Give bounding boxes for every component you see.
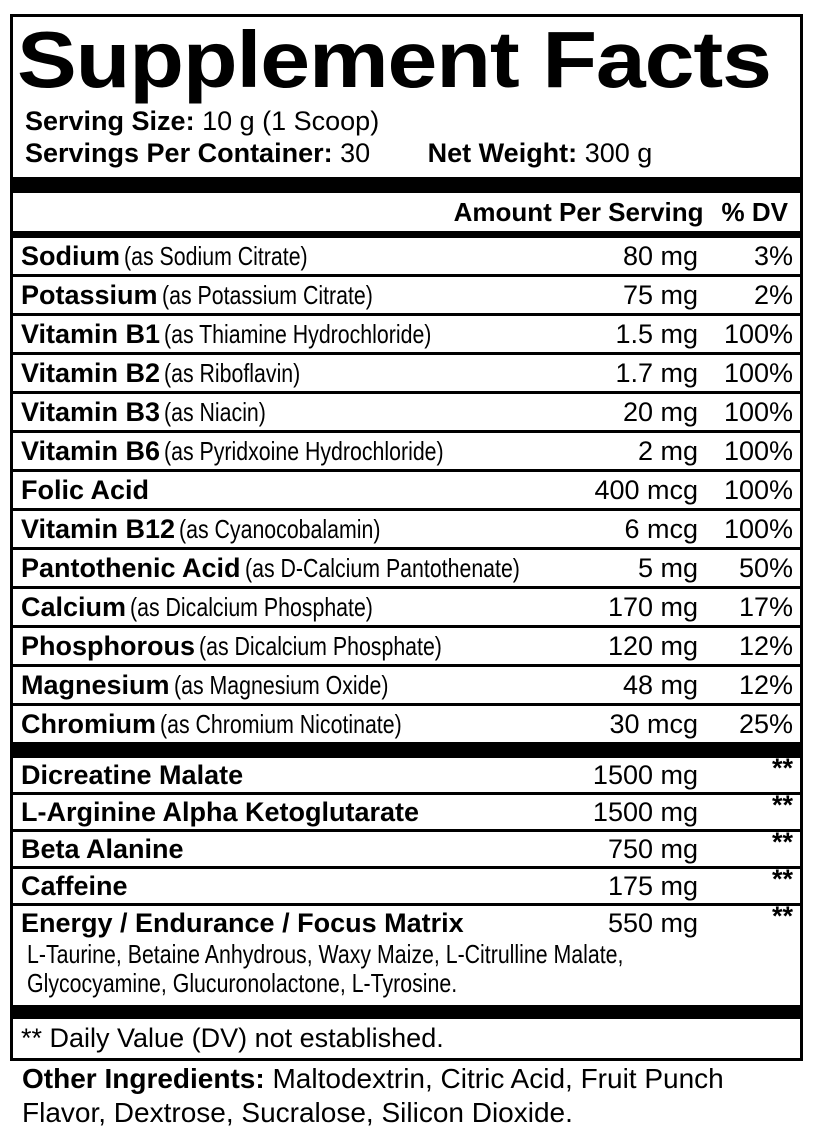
percent-dv-header: % DV xyxy=(721,196,788,227)
nutrient-source: (as Pyridxoine Hydrochloride) xyxy=(164,435,444,466)
serving-size-line xyxy=(25,105,800,137)
blend-ingredient-name-cell xyxy=(13,908,548,939)
servings-net-weight-line xyxy=(25,137,800,169)
nutrient-amount: 80 mg xyxy=(622,240,698,271)
nutrient-name: Vitamin B3 xyxy=(21,396,161,427)
nutrient-name-cell xyxy=(13,631,548,662)
nutrient-row-line xyxy=(13,433,800,469)
nutrient-name-cell xyxy=(13,241,548,272)
nutrient-amount: 6 mcg xyxy=(624,513,698,544)
blend-row xyxy=(13,900,800,1005)
nutrient-source: (as Cyanocobalamin) xyxy=(179,513,381,544)
nutrient-percent-dv: 100% xyxy=(723,435,793,466)
nutrient-name: Phosphorous xyxy=(21,630,195,661)
nutrient-source: (as Dicalcium Phosphate) xyxy=(199,630,442,661)
nutrient-source: (as Sodium Citrate) xyxy=(124,240,308,271)
nutrient-row xyxy=(13,703,800,742)
nutrient-name: Magnesium xyxy=(21,669,170,700)
nutrient-name-cell xyxy=(13,553,548,584)
supplement-facts-panel xyxy=(10,14,803,1061)
nutrient-row-line xyxy=(13,628,800,664)
blend-row xyxy=(13,826,800,866)
nutrient-percent-dv: 100% xyxy=(723,513,793,544)
nutrient-row xyxy=(13,274,800,313)
nutrient-name-cell xyxy=(13,670,548,701)
nutrient-amount: 2 mg xyxy=(637,435,698,466)
nutrient-name: Vitamin B6 xyxy=(21,435,161,466)
nutrient-name-cell xyxy=(13,397,548,428)
blend-ingredient-amount: 1500 mg xyxy=(592,759,698,790)
blend-ingredient-name-cell xyxy=(13,760,548,791)
nutrient-percent-dv: 50% xyxy=(738,552,793,583)
nutrient-percent-dv: 100% xyxy=(723,396,793,427)
nutrient-name-cell xyxy=(13,319,548,350)
nutrient-row xyxy=(13,625,800,664)
nutrient-percent-dv: 100% xyxy=(723,357,793,388)
blend-ingredient-percent-dv: ** xyxy=(771,789,793,820)
nutrient-amount: 1.5 mg xyxy=(615,318,698,349)
blend-ingredient-name: Beta Alanine xyxy=(21,833,184,864)
nutrient-percent-dv: 100% xyxy=(723,474,793,505)
nutrient-percent-dv: 12% xyxy=(738,669,793,700)
divider-bar-section xyxy=(13,742,800,758)
blend-ingredient-name: L-Arginine Alpha Ketoglutarate xyxy=(21,796,420,827)
nutrient-name: Folic Acid xyxy=(21,474,150,505)
nutrient-row xyxy=(13,391,800,430)
nutrient-name-cell xyxy=(13,709,548,740)
blend-ingredient-amount: 550 mg xyxy=(607,907,698,938)
other-ingredients-value: Maltodextrin, Citric Acid, Fruit Punch Flavor, Dextrose, Sucralose, Silicon Dioxide. xyxy=(22,1063,724,1128)
blend-sub-ingredients: L-Taurine, Betaine Anhydrous, Waxy Maize, L-Citrulline Malate, Glycocyamine, Glucuronolactone, L-Tyrosine. xyxy=(27,939,624,998)
nutrient-row xyxy=(13,238,800,274)
blend-ingredient-amount: 1500 mg xyxy=(592,796,698,827)
blend-row-line xyxy=(13,789,800,829)
dv-footnote: ** Daily Value (DV) not established. xyxy=(21,1023,444,1053)
blend-row xyxy=(13,752,800,792)
nutrient-percent-dv: 3% xyxy=(753,240,793,271)
servings-per-container-label: Servings Per Container: xyxy=(25,138,333,168)
nutrient-row-line xyxy=(13,667,800,703)
blend-ingredient-name: Energy / Endurance / Focus Matrix xyxy=(21,907,464,938)
nutrient-percent-dv: 17% xyxy=(738,591,793,622)
nutrient-row xyxy=(13,586,800,625)
other-ingredients xyxy=(22,1062,784,1130)
nutrient-source: (as D-Calcium Pantothenate) xyxy=(244,552,520,583)
nutrient-source: (as Chromium Nicotinate) xyxy=(160,708,402,739)
nutrient-row-line xyxy=(13,316,800,352)
nutrient-row xyxy=(13,664,800,703)
nutrient-percent-dv: 2% xyxy=(753,279,793,310)
amount-per-serving-header: Amount Per Serving xyxy=(453,196,704,227)
blend-row-line xyxy=(13,826,800,866)
nutrient-amount: 400 mcg xyxy=(594,474,698,505)
nutrient-amount: 75 mg xyxy=(622,279,698,310)
nutrient-source: (as Dicalcium Phosphate) xyxy=(130,591,373,622)
blend-ingredient-amount: 750 mg xyxy=(607,833,698,864)
nutrient-source: (as Riboflavin) xyxy=(164,357,301,388)
blend-ingredient-percent-dv: ** xyxy=(771,752,793,783)
nutrient-row xyxy=(13,547,800,586)
nutrient-row-line xyxy=(13,238,800,274)
divider-bar-top xyxy=(13,177,800,193)
blend-ingredient-percent-dv: ** xyxy=(771,826,793,857)
blend-row-line xyxy=(13,863,800,903)
nutrient-row-line xyxy=(13,706,800,742)
blend-row-line xyxy=(13,900,800,940)
column-header xyxy=(13,193,800,231)
nutrient-row xyxy=(13,430,800,469)
blend-ingredient-percent-dv: ** xyxy=(771,863,793,894)
nutrient-name-cell xyxy=(13,436,548,467)
nutrient-amount: 5 mg xyxy=(637,552,698,583)
divider-bar-under-header xyxy=(13,231,800,238)
blend-ingredient-amount: 175 mg xyxy=(607,870,698,901)
nutrient-row-line xyxy=(13,355,800,391)
nutrient-name: Sodium xyxy=(21,240,120,271)
nutrient-row-line xyxy=(13,511,800,547)
nutrient-row xyxy=(13,313,800,352)
blend-ingredient-name-cell xyxy=(13,797,548,828)
nutrient-row xyxy=(13,469,800,508)
nutrient-amount: 120 mg xyxy=(607,630,698,661)
other-ingredients-label: Other Ingredients: xyxy=(22,1063,265,1094)
blend-ingredient-name: Caffeine xyxy=(21,870,128,901)
nutrient-name-cell xyxy=(13,358,548,389)
nutrient-source: (as Thiamine Hydrochloride) xyxy=(164,318,432,349)
serving-info xyxy=(25,105,800,169)
net-weight-label: Net Weight: xyxy=(427,138,578,168)
nutrient-source: (as Potassium Citrate) xyxy=(161,279,373,310)
nutrient-percent-dv: 25% xyxy=(738,708,793,739)
blend-row xyxy=(13,863,800,903)
blend-ingredient-name-cell xyxy=(13,834,548,865)
nutrient-name: Calcium xyxy=(21,591,127,622)
blend-row xyxy=(13,789,800,829)
nutrient-row-line xyxy=(13,277,800,313)
nutrient-name: Vitamin B2 xyxy=(21,357,161,388)
blend-row-line xyxy=(13,752,800,792)
nutrient-row xyxy=(13,352,800,391)
blend-rows xyxy=(13,752,800,1005)
blend-ingredient-name-cell xyxy=(13,871,548,902)
nutrient-rows xyxy=(13,238,800,742)
servings-per-container-value: 30 xyxy=(340,138,371,168)
nutrient-name: Vitamin B12 xyxy=(21,513,176,544)
serving-size-value: 10 g (1 Scoop) xyxy=(202,106,380,136)
nutrient-row-line xyxy=(13,589,800,625)
serving-size-label: Serving Size: xyxy=(25,106,195,136)
blend-ingredient-name: Dicreatine Malate xyxy=(21,759,244,790)
supplement-facts-title: Supplement Facts xyxy=(17,15,771,104)
nutrient-name-cell xyxy=(13,280,548,311)
nutrient-name: Pantothenic Acid xyxy=(21,552,241,583)
nutrient-row xyxy=(13,508,800,547)
blend-sub-ingredients-wrap xyxy=(13,940,800,1005)
nutrient-row-line xyxy=(13,394,800,430)
nutrient-name-cell xyxy=(13,475,548,506)
nutrient-source: (as Niacin) xyxy=(164,396,266,427)
nutrient-amount: 48 mg xyxy=(622,669,698,700)
nutrient-name-cell xyxy=(13,592,548,623)
nutrient-amount: 30 mcg xyxy=(609,708,698,739)
nutrient-percent-dv: 12% xyxy=(738,630,793,661)
nutrient-source: (as Magnesium Oxide) xyxy=(173,669,388,700)
nutrient-amount: 1.7 mg xyxy=(615,357,698,388)
nutrient-amount: 20 mg xyxy=(622,396,698,427)
nutrient-row-line xyxy=(13,550,800,586)
nutrient-percent-dv: 100% xyxy=(723,318,793,349)
nutrient-row-line xyxy=(13,472,800,508)
nutrient-name: Chromium xyxy=(21,708,156,739)
net-weight-value: 300 g xyxy=(584,138,653,168)
divider-bar-bottom xyxy=(13,1005,800,1019)
blend-ingredient-percent-dv: ** xyxy=(771,900,793,931)
nutrient-name: Vitamin B1 xyxy=(21,318,161,349)
nutrient-amount: 170 mg xyxy=(607,591,698,622)
nutrient-name-cell xyxy=(13,514,548,545)
nutrient-name: Potassium xyxy=(21,279,158,310)
